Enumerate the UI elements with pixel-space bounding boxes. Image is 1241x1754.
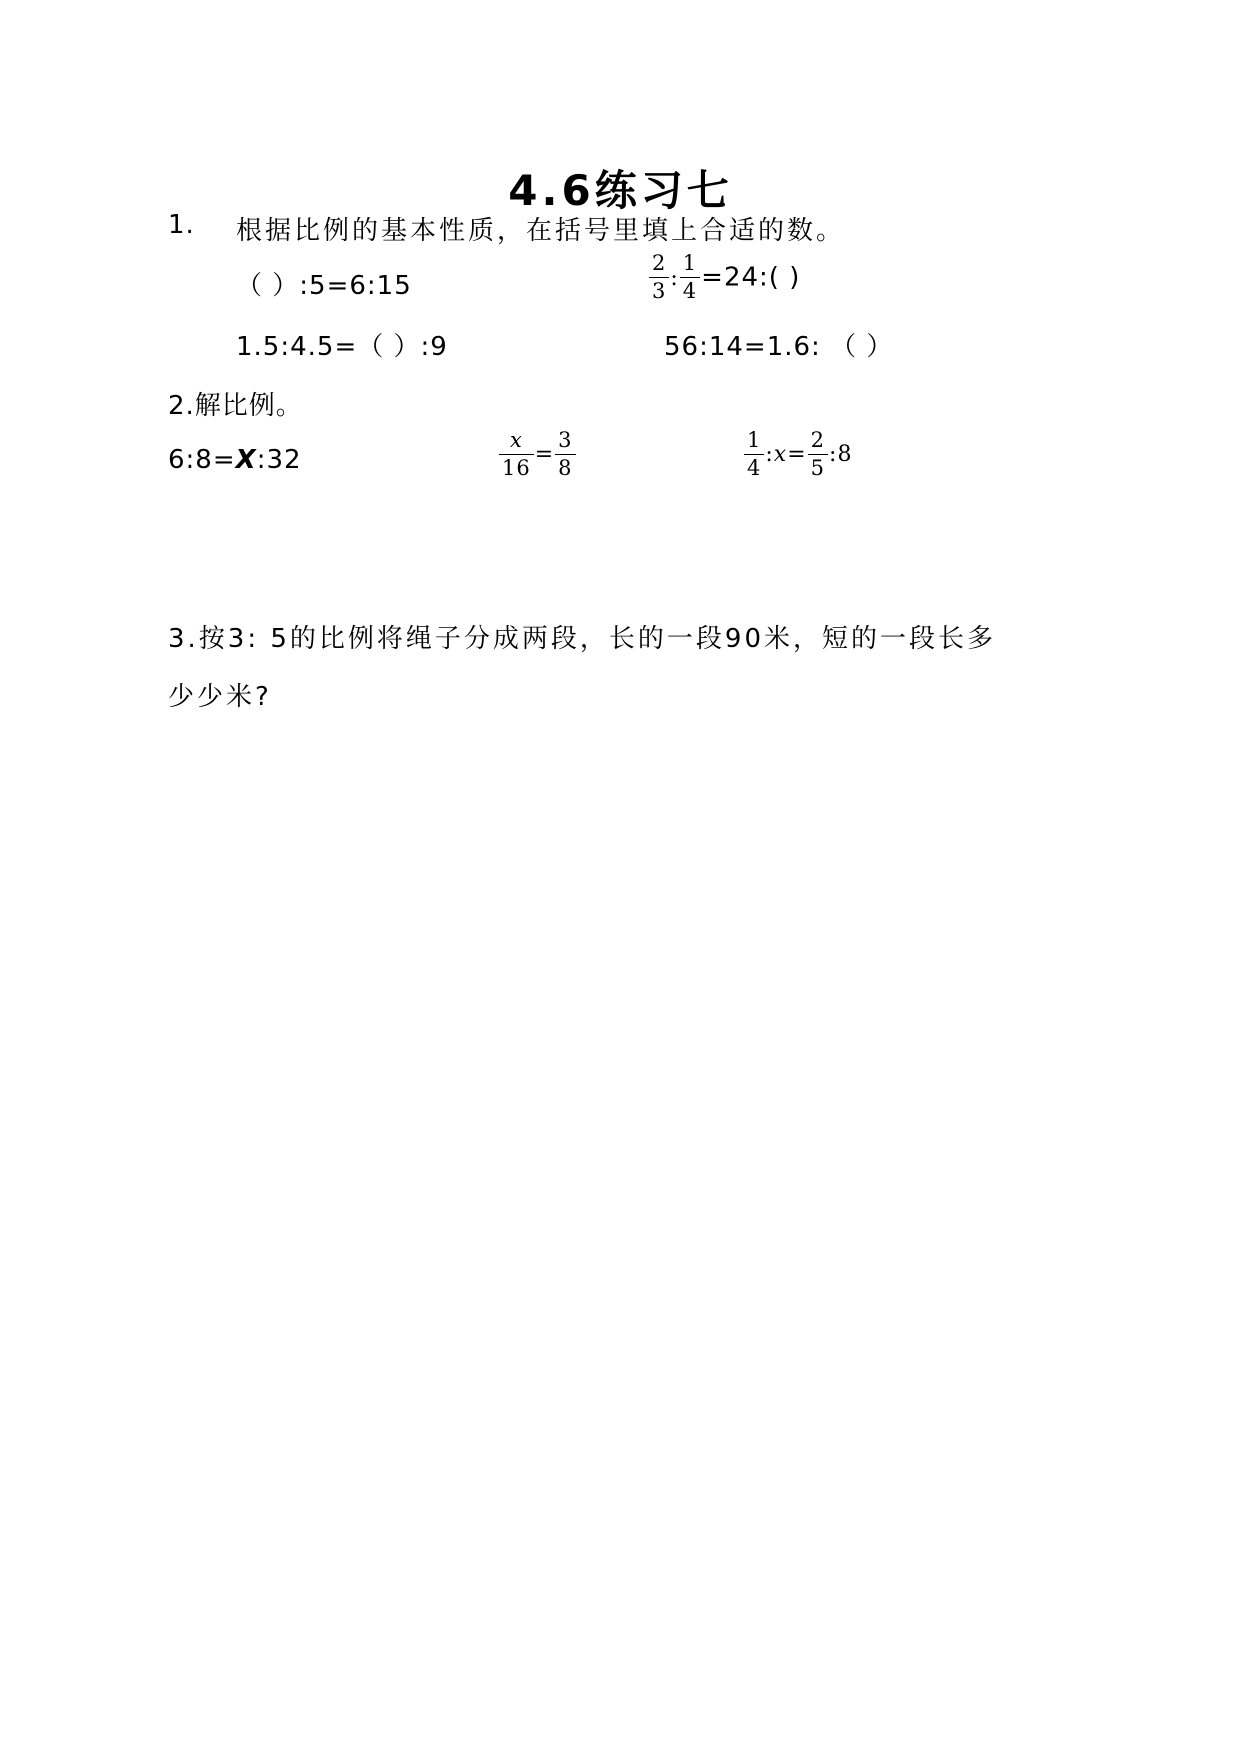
q2-heading: 2.解比例。 — [168, 391, 303, 421]
q3-line-1: 3.按3: 5的比例将绳子分成两段，长的一段90米，短的一段长多 — [168, 624, 996, 654]
q2-equation-a: 6:8=X:32 — [168, 445, 302, 475]
q1-item-a: （ ）:5=6:15 — [236, 271, 412, 301]
q1-number: 1. — [168, 210, 195, 240]
q2-equation-b: $\frac{x}{16}$ = $\frac{3}{8}$ — [498, 430, 577, 479]
q1-prompt: 根据比例的基本性质，在括号里填上合适的数。 — [236, 216, 846, 246]
fraction-x-over-16: $\frac{x}{16}$ — [499, 430, 534, 479]
fraction-two-fifths: $\frac{2}{5}$ — [808, 430, 828, 479]
page-title: 4.6练习七 — [508, 166, 733, 215]
q3-line-2: 少少米? — [168, 682, 272, 712]
fraction-one-quarter: $\frac{1}{4}$ — [680, 253, 700, 302]
q1-item-b: $\frac{2}{3}$ : $\frac{1}{4}$ =24:( ) — [648, 253, 800, 302]
fraction-three-eighths: $\frac{3}{8}$ — [555, 430, 575, 479]
q1-item-d: 56:14=1.6: （ ） — [664, 332, 894, 362]
q1-item-c: 1.5:4.5=（ ）:9 — [236, 332, 448, 362]
q2-equation-c: $\frac{1}{4}$ :x= $\frac{2}{5}$ :8 — [743, 430, 852, 479]
fraction-one-quarter: $\frac{1}{4}$ — [744, 430, 764, 479]
fraction-two-thirds: $\frac{2}{3}$ — [649, 253, 669, 302]
